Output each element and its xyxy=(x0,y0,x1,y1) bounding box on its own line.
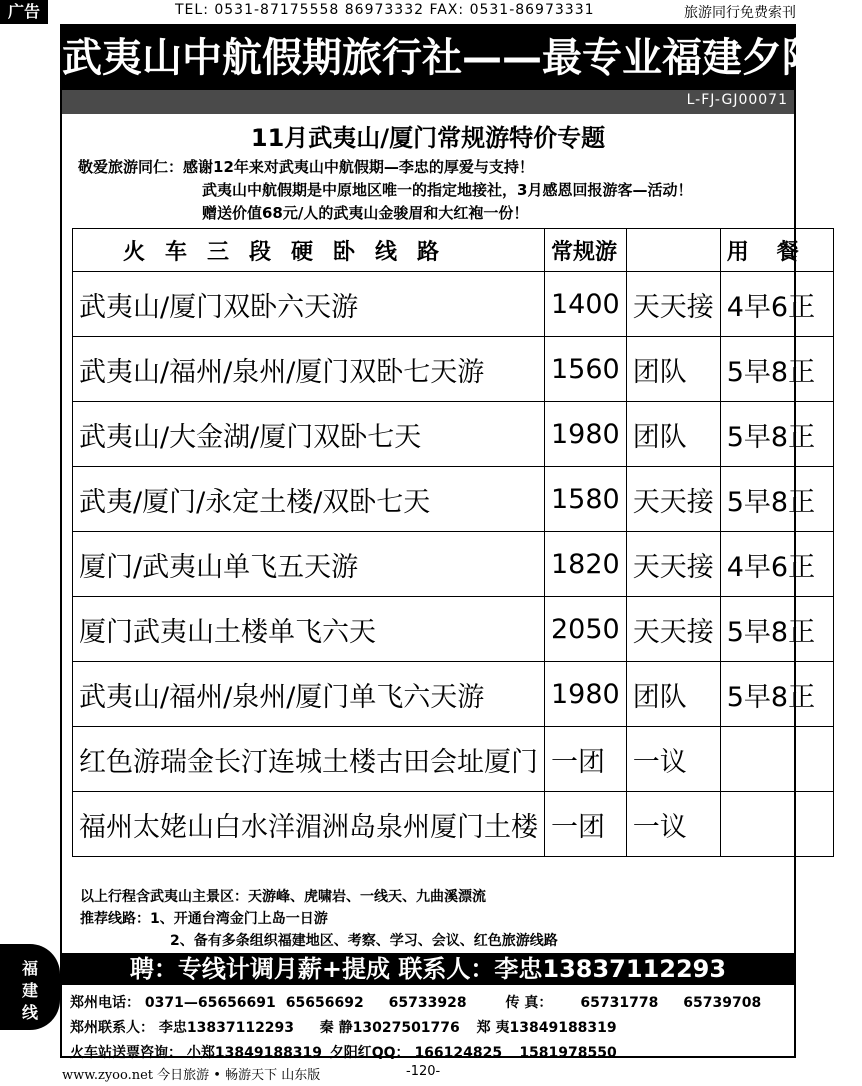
phone-1: 0371—65656691 xyxy=(144,995,276,1011)
note-recommend-1: 推荐线路：1、开通台湾金门上岛一日游 xyxy=(80,911,328,927)
phone-2: 65656692 xyxy=(285,995,364,1011)
title-banner xyxy=(62,26,862,90)
station-contact: 小郑13849188319 xyxy=(186,1045,323,1061)
intro-line-1: 敬爱旅游同仁：感谢12年来对武夷山中航假期—李忠的厚爱与支持！ xyxy=(78,158,534,176)
type-cell: 一议 xyxy=(626,792,720,857)
route-cell: 武夷山/福州/泉州/厦门双卧七天游 xyxy=(73,337,545,402)
table-row xyxy=(73,402,834,467)
meal-cell: 5早8正 xyxy=(720,402,833,467)
route-cell: 厦门/武夷山单飞五天游 xyxy=(73,532,545,597)
phone-3: 65733928 xyxy=(388,995,467,1011)
ad-tag: 广告 xyxy=(0,0,48,24)
price-cell: 1400 xyxy=(545,272,627,337)
table-row xyxy=(73,272,834,337)
route-cell: 福州太姥山白水洋湄洲岛泉州厦门土楼 xyxy=(73,792,545,857)
fax-1: 65731778 xyxy=(580,995,659,1011)
routes-table xyxy=(72,228,834,857)
price-cell: 2050 xyxy=(545,597,627,662)
route-cell: 厦门武夷山土楼单飞六天 xyxy=(73,597,545,662)
route-cell: 武夷/厦门/永定土楼/双卧七天 xyxy=(73,467,545,532)
type-cell: 天天接 xyxy=(626,597,720,662)
page-number: -120- xyxy=(406,1064,441,1079)
meal-cell: 5早8正 xyxy=(720,597,833,662)
fax-2: 65739708 xyxy=(683,995,762,1011)
type-cell: 一议 xyxy=(626,727,720,792)
type-cell: 天天接 xyxy=(626,532,720,597)
qq-1: 166124825 xyxy=(414,1045,503,1061)
recruit-banner: 聘：专线计调月薪+提成 联系人：李忠13837112293 xyxy=(62,953,794,985)
qq-2: 1581978550 xyxy=(519,1045,617,1061)
phone-line xyxy=(70,992,761,1012)
person-2: 秦 静13027501776 xyxy=(319,1020,460,1036)
footer-publication xyxy=(62,1064,320,1083)
person-line xyxy=(70,1017,617,1037)
section-tab-char: 福 xyxy=(21,959,38,978)
section-tab-char: 建 xyxy=(21,981,38,1000)
price-cell: 1980 xyxy=(545,662,627,727)
meal-cell: 4早6正 xyxy=(720,272,833,337)
price-cell: 1820 xyxy=(545,532,627,597)
type-cell: 天天接 xyxy=(626,272,720,337)
price-cell: 一团 xyxy=(545,727,627,792)
route-cell: 武夷山/厦门双卧六天游 xyxy=(73,272,545,337)
person-1: 李忠13837112293 xyxy=(158,1020,295,1036)
header-meal: 用餐 xyxy=(720,229,833,272)
header-type xyxy=(626,229,720,272)
route-cell: 武夷山/福州/泉州/厦门单飞六天游 xyxy=(73,662,545,727)
meal-cell: 4早6正 xyxy=(720,532,833,597)
top-strip xyxy=(0,0,800,24)
table-row xyxy=(73,337,834,402)
price-cell: 1580 xyxy=(545,467,627,532)
table-row xyxy=(73,727,834,792)
meal-cell: 5早8正 xyxy=(720,662,833,727)
price-cell: 一团 xyxy=(545,792,627,857)
note-scenic-spots: 以上行程含武夷山主景区：天游峰、虎啸岩、一线天、九曲溪漂流 xyxy=(80,889,486,905)
publication-tagline: 旅游同行免费索刊 xyxy=(684,5,796,21)
intro-line-2: 武夷山中航假期是中原地区唯一的指定地接社，3月感恩回报游客—活动！ xyxy=(202,181,693,199)
table-header-row xyxy=(73,229,834,272)
note-recommend-2: 2、备有多条组织福建地区、考察、学习、会议、红色旅游线路 xyxy=(170,933,558,949)
advert-frame xyxy=(60,24,862,1061)
station-line xyxy=(70,1042,617,1062)
table-row xyxy=(73,532,834,597)
table-row xyxy=(73,597,834,662)
route-cell: 红色游瑞金长汀连城土楼古田会址厦门 xyxy=(73,727,545,792)
person-3: 郑 夷13849188319 xyxy=(476,1020,617,1036)
intro-line-3: 赠送价值68元/人的武夷山金骏眉和大红袍一份！ xyxy=(202,204,529,222)
meal-cell xyxy=(720,792,833,857)
type-cell: 团队 xyxy=(626,337,720,402)
station-label: 火车站送票咨询： xyxy=(70,1045,182,1061)
promo-title: 11月武夷山/厦门常规游特价专题 xyxy=(250,124,606,152)
meal-cell xyxy=(720,727,833,792)
type-cell: 天天接 xyxy=(626,467,720,532)
qq-label: 夕阳红QQ： xyxy=(329,1045,410,1061)
table-row xyxy=(73,792,834,857)
meal-cell: 5早8正 xyxy=(720,467,833,532)
footer-publication-text: www.zyoo.net 今日旅游 • 畅游天下 山东版 xyxy=(62,1068,321,1083)
table-row xyxy=(73,467,834,532)
fax-label: 传 真： xyxy=(505,995,553,1011)
person-label: 郑州联系人： xyxy=(70,1020,154,1036)
header-price: 常规游 xyxy=(545,229,627,272)
type-cell: 团队 xyxy=(626,402,720,467)
table-row xyxy=(73,662,834,727)
license-number: L-FJ-GJ00071 xyxy=(686,92,788,108)
agency-contact-line: TEL: 0531-87175558 86973332 FAX: 0531-86973331 xyxy=(175,2,595,18)
section-tab-char: 线 xyxy=(21,1003,38,1022)
header-route: 火车三段硬卧线路 xyxy=(73,229,545,272)
phone-label: 郑州电话： xyxy=(70,995,140,1011)
agency-title: 武夷山中航假期旅行社——最专业福建夕阳红 xyxy=(62,35,862,81)
type-cell: 团队 xyxy=(626,662,720,727)
price-cell: 1980 xyxy=(545,402,627,467)
section-tab-fujian xyxy=(0,944,60,1030)
route-cell: 武夷山/大金湖/厦门双卧七天 xyxy=(73,402,545,467)
meal-cell: 5早8正 xyxy=(720,337,833,402)
license-bar xyxy=(62,90,794,114)
price-cell: 1560 xyxy=(545,337,627,402)
